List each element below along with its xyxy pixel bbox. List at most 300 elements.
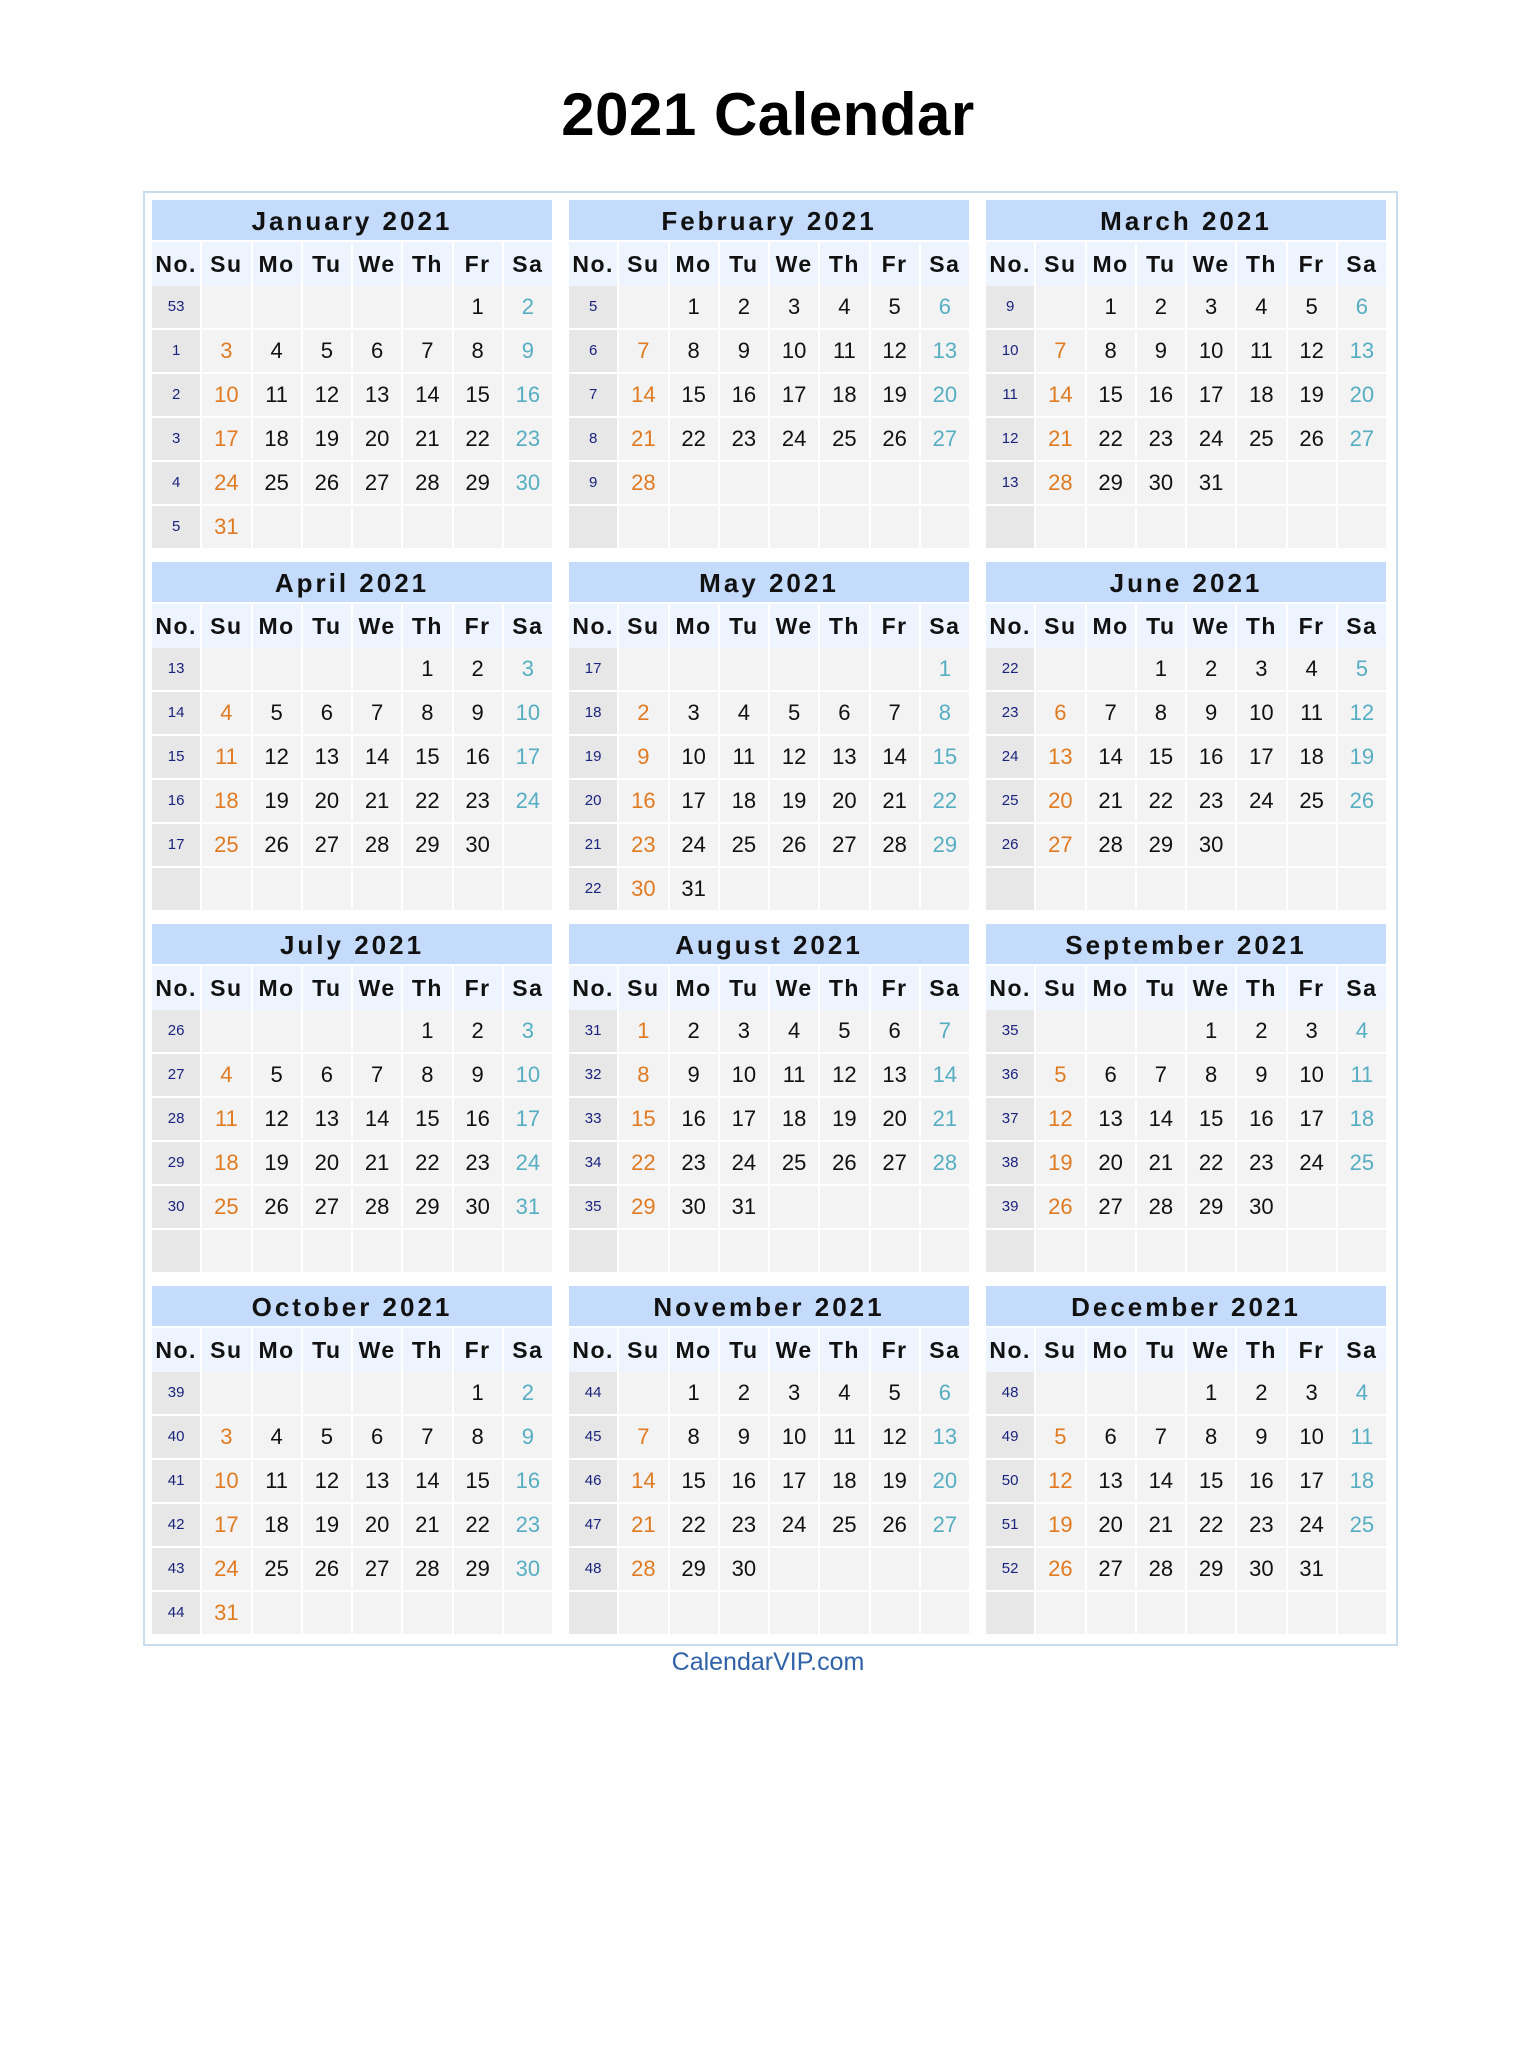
day-cell: 27 <box>820 824 868 866</box>
weekday-header: Fr <box>454 604 502 648</box>
day-cell: 21 <box>1137 1504 1185 1546</box>
day-cell: 14 <box>619 1460 667 1502</box>
day-cell: 24 <box>670 824 718 866</box>
day-cell: 12 <box>253 1098 301 1140</box>
week-row <box>152 648 552 690</box>
week-row <box>986 648 1386 690</box>
day-cell: 23 <box>670 1142 718 1184</box>
day-cell <box>820 1230 868 1272</box>
day-cell: 2 <box>670 1010 718 1052</box>
week-number: 41 <box>152 1460 200 1502</box>
week-number: 13 <box>986 462 1034 504</box>
week-row <box>152 1372 552 1414</box>
day-cell: 11 <box>1237 330 1285 372</box>
day-cell: 6 <box>820 692 868 734</box>
day-cell: 28 <box>353 824 401 866</box>
day-cell <box>670 462 718 504</box>
week-row <box>986 462 1386 504</box>
day-cell: 19 <box>871 374 919 416</box>
weekday-header: Su <box>1036 966 1084 1010</box>
day-cell: 31 <box>720 1186 768 1228</box>
day-cell <box>403 506 451 548</box>
weekday-header: Sa <box>921 242 969 286</box>
day-cell <box>1087 1372 1135 1414</box>
day-cell: 30 <box>1237 1186 1285 1228</box>
footer-link[interactable]: CalendarVIP.com <box>671 1648 865 1676</box>
day-cell: 4 <box>820 1372 868 1414</box>
weekday-header: Tu <box>1137 242 1185 286</box>
day-cell: 27 <box>353 462 401 504</box>
weekday-header: We <box>353 966 401 1010</box>
day-cell: 19 <box>1036 1142 1084 1184</box>
day-cell: 26 <box>1036 1548 1084 1590</box>
week-row <box>986 1142 1386 1184</box>
week-number: 5 <box>152 506 200 548</box>
day-cell <box>770 648 818 690</box>
day-cell: 14 <box>353 1098 401 1140</box>
weekday-header: We <box>1187 242 1235 286</box>
week-number: 36 <box>986 1054 1034 1096</box>
week-row <box>986 506 1386 548</box>
day-cell <box>871 1230 919 1272</box>
month-block <box>152 1286 552 1638</box>
week-number <box>569 1592 617 1634</box>
day-cell: 1 <box>670 286 718 328</box>
day-cell <box>303 648 351 690</box>
day-cell: 25 <box>820 418 868 460</box>
day-cell <box>921 1186 969 1228</box>
week-number: 45 <box>569 1416 617 1458</box>
day-cell: 24 <box>202 1548 250 1590</box>
day-cell: 19 <box>1036 1504 1084 1546</box>
day-cell <box>921 1548 969 1590</box>
day-cell: 5 <box>871 286 919 328</box>
month-title: March 2021 <box>986 200 1386 242</box>
day-cell: 5 <box>1036 1054 1084 1096</box>
week-row <box>986 286 1386 328</box>
day-cell: 25 <box>1338 1142 1386 1184</box>
weekday-header: We <box>770 1328 818 1372</box>
week-row <box>152 1548 552 1590</box>
day-cell: 11 <box>202 1098 250 1140</box>
day-cell: 27 <box>303 824 351 866</box>
day-cell: 16 <box>720 1460 768 1502</box>
day-cell: 19 <box>303 1504 351 1546</box>
week-number: 30 <box>152 1186 200 1228</box>
week-number: 48 <box>986 1372 1034 1414</box>
day-cell: 26 <box>871 1504 919 1546</box>
day-cell <box>504 868 552 910</box>
day-cell: 10 <box>202 374 250 416</box>
day-cell: 9 <box>454 1054 502 1096</box>
month-title: April 2021 <box>152 562 552 604</box>
day-cell: 30 <box>454 824 502 866</box>
day-cell: 15 <box>1087 374 1135 416</box>
day-cell: 6 <box>1036 692 1084 734</box>
weekday-header: Mo <box>1087 604 1135 648</box>
day-cell <box>1288 868 1336 910</box>
day-cell <box>253 286 301 328</box>
day-cell: 3 <box>1288 1010 1336 1052</box>
day-cell: 28 <box>619 1548 667 1590</box>
day-cell <box>670 648 718 690</box>
day-cell <box>1237 1230 1285 1272</box>
weekday-header: Sa <box>504 966 552 1010</box>
weekday-header: Su <box>1036 1328 1084 1372</box>
day-cell: 3 <box>504 648 552 690</box>
week-number: 49 <box>986 1416 1034 1458</box>
day-cell: 23 <box>1237 1504 1285 1546</box>
day-cell: 15 <box>670 374 718 416</box>
day-cell <box>1338 506 1386 548</box>
week-number: 31 <box>569 1010 617 1052</box>
weekday-header: Th <box>403 604 451 648</box>
week-row <box>986 1098 1386 1140</box>
day-cell: 18 <box>720 780 768 822</box>
day-cell: 22 <box>1187 1504 1235 1546</box>
day-cell: 13 <box>353 374 401 416</box>
day-cell: 28 <box>403 1548 451 1590</box>
weekday-header: Th <box>820 1328 868 1372</box>
day-cell: 9 <box>720 1416 768 1458</box>
week-row <box>986 692 1386 734</box>
day-cell: 10 <box>770 330 818 372</box>
day-cell: 18 <box>202 780 250 822</box>
week-number-header: No. <box>986 1328 1034 1372</box>
day-cell: 23 <box>1237 1142 1285 1184</box>
weekday-header: Mo <box>253 1328 301 1372</box>
week-row <box>986 780 1386 822</box>
day-cell: 18 <box>253 1504 301 1546</box>
week-row <box>152 1142 552 1184</box>
day-cell: 9 <box>504 1416 552 1458</box>
day-cell <box>1187 868 1235 910</box>
day-cell: 26 <box>1288 418 1336 460</box>
day-cell <box>202 1230 250 1272</box>
day-cell: 5 <box>820 1010 868 1052</box>
week-row <box>569 1592 969 1634</box>
week-row <box>152 1186 552 1228</box>
day-cell: 7 <box>619 330 667 372</box>
day-cell: 27 <box>921 1504 969 1546</box>
day-cell: 21 <box>1137 1142 1185 1184</box>
day-cell: 28 <box>921 1142 969 1184</box>
day-cell: 27 <box>353 1548 401 1590</box>
week-number <box>569 1230 617 1272</box>
day-cell: 24 <box>770 418 818 460</box>
weekday-header: Sa <box>921 966 969 1010</box>
week-row <box>569 1372 969 1414</box>
month-block <box>569 200 969 552</box>
day-cell: 6 <box>1087 1054 1135 1096</box>
week-row <box>569 1230 969 1272</box>
week-row <box>569 1504 969 1546</box>
weekday-header: Tu <box>1137 604 1185 648</box>
day-cell <box>1288 1592 1336 1634</box>
week-row <box>569 330 969 372</box>
day-cell <box>454 1592 502 1634</box>
day-cell: 19 <box>770 780 818 822</box>
day-cell: 13 <box>871 1054 919 1096</box>
day-cell: 1 <box>1087 286 1135 328</box>
week-number: 39 <box>986 1186 1034 1228</box>
day-cell <box>670 1230 718 1272</box>
week-number: 20 <box>569 780 617 822</box>
day-cell <box>1036 1592 1084 1634</box>
week-number: 51 <box>986 1504 1034 1546</box>
day-cell <box>770 868 818 910</box>
weekday-header: We <box>1187 966 1235 1010</box>
day-cell: 31 <box>1187 462 1235 504</box>
day-cell <box>619 1592 667 1634</box>
day-cell: 9 <box>1187 692 1235 734</box>
day-cell <box>720 462 768 504</box>
day-cell <box>1338 1230 1386 1272</box>
week-row <box>152 418 552 460</box>
weekday-header: Su <box>202 1328 250 1372</box>
day-cell: 18 <box>202 1142 250 1184</box>
day-cell: 3 <box>670 692 718 734</box>
day-cell: 12 <box>1036 1098 1084 1140</box>
day-cell: 30 <box>504 462 552 504</box>
day-cell: 4 <box>1288 648 1336 690</box>
week-number <box>986 1592 1034 1634</box>
day-cell: 12 <box>303 1460 351 1502</box>
week-number: 32 <box>569 1054 617 1096</box>
day-cell: 2 <box>504 1372 552 1414</box>
week-row <box>152 1098 552 1140</box>
day-cell: 16 <box>619 780 667 822</box>
day-cell: 12 <box>871 330 919 372</box>
day-cell: 20 <box>353 1504 401 1546</box>
day-cell: 1 <box>1187 1010 1235 1052</box>
week-number: 35 <box>569 1186 617 1228</box>
month-block <box>569 1286 969 1638</box>
day-cell <box>303 506 351 548</box>
day-cell: 3 <box>1187 286 1235 328</box>
day-cell: 4 <box>820 286 868 328</box>
day-cell: 5 <box>1288 286 1336 328</box>
day-cell: 27 <box>871 1142 919 1184</box>
day-cell: 18 <box>820 374 868 416</box>
weekday-header: Th <box>820 966 868 1010</box>
day-cell: 7 <box>1137 1054 1185 1096</box>
week-number-header: No. <box>569 1328 617 1372</box>
day-cell: 2 <box>720 1372 768 1414</box>
month-block <box>986 562 1386 914</box>
week-row <box>986 736 1386 778</box>
week-row <box>569 418 969 460</box>
day-cell: 30 <box>619 868 667 910</box>
day-cell <box>921 1592 969 1634</box>
day-cell <box>921 462 969 504</box>
day-cell: 3 <box>202 1416 250 1458</box>
week-number: 34 <box>569 1142 617 1184</box>
week-number: 11 <box>986 374 1034 416</box>
day-cell <box>1237 824 1285 866</box>
day-cell: 23 <box>619 824 667 866</box>
day-cell: 3 <box>770 1372 818 1414</box>
day-cell: 21 <box>403 1504 451 1546</box>
day-cell <box>1087 1592 1135 1634</box>
day-cell: 11 <box>1338 1416 1386 1458</box>
week-row <box>986 1186 1386 1228</box>
day-cell: 27 <box>1036 824 1084 866</box>
weekday-header: Su <box>619 242 667 286</box>
day-cell: 2 <box>504 286 552 328</box>
day-cell <box>871 1186 919 1228</box>
day-cell <box>820 648 868 690</box>
week-row <box>152 692 552 734</box>
day-cell: 17 <box>1187 374 1235 416</box>
day-cell: 4 <box>1338 1010 1386 1052</box>
day-cell: 10 <box>202 1460 250 1502</box>
day-cell: 12 <box>871 1416 919 1458</box>
week-number-header: No. <box>569 966 617 1010</box>
day-cell: 4 <box>202 1054 250 1096</box>
weekday-header-row <box>152 604 552 646</box>
day-cell <box>820 868 868 910</box>
week-number: 17 <box>152 824 200 866</box>
day-cell <box>871 462 919 504</box>
day-cell <box>303 868 351 910</box>
day-cell: 8 <box>619 1054 667 1096</box>
day-cell <box>720 506 768 548</box>
week-row <box>986 1460 1386 1502</box>
day-cell: 4 <box>253 1416 301 1458</box>
day-cell: 30 <box>504 1548 552 1590</box>
day-cell: 7 <box>353 692 401 734</box>
week-number: 9 <box>986 286 1034 328</box>
day-cell: 13 <box>921 330 969 372</box>
day-cell: 11 <box>1338 1054 1386 1096</box>
week-number-header: No. <box>152 604 200 648</box>
month-block <box>569 562 969 914</box>
day-cell: 1 <box>1187 1372 1235 1414</box>
week-row <box>986 1054 1386 1096</box>
day-cell <box>1036 868 1084 910</box>
day-cell <box>253 1592 301 1634</box>
day-cell: 20 <box>820 780 868 822</box>
week-row <box>569 1548 969 1590</box>
day-cell <box>202 286 250 328</box>
week-row <box>152 374 552 416</box>
day-cell: 12 <box>1338 692 1386 734</box>
day-cell: 16 <box>720 374 768 416</box>
day-cell <box>820 462 868 504</box>
day-cell: 2 <box>1237 1372 1285 1414</box>
day-cell: 8 <box>403 692 451 734</box>
day-cell: 18 <box>1338 1098 1386 1140</box>
day-cell: 12 <box>820 1054 868 1096</box>
day-cell <box>921 506 969 548</box>
month-block <box>152 200 552 552</box>
day-cell <box>403 1592 451 1634</box>
weekday-header: We <box>1187 604 1235 648</box>
weekday-header: Tu <box>303 604 351 648</box>
day-cell: 15 <box>619 1098 667 1140</box>
week-row <box>986 418 1386 460</box>
week-number: 4 <box>152 462 200 504</box>
week-number: 5 <box>569 286 617 328</box>
week-row <box>569 692 969 734</box>
weekday-header: Tu <box>1137 966 1185 1010</box>
day-cell: 10 <box>1237 692 1285 734</box>
weekday-header: Tu <box>303 1328 351 1372</box>
week-number: 38 <box>986 1142 1034 1184</box>
day-cell: 19 <box>871 1460 919 1502</box>
day-cell <box>1237 1592 1285 1634</box>
day-cell: 15 <box>1187 1460 1235 1502</box>
weekday-header: Fr <box>871 604 919 648</box>
weekday-header: Fr <box>871 966 919 1010</box>
day-cell: 26 <box>1036 1186 1084 1228</box>
week-row <box>569 868 969 910</box>
day-cell <box>1288 1186 1336 1228</box>
day-cell: 14 <box>1036 374 1084 416</box>
weekday-header: Tu <box>303 242 351 286</box>
day-cell: 29 <box>1087 462 1135 504</box>
week-row <box>152 780 552 822</box>
week-number: 47 <box>569 1504 617 1546</box>
week-number: 14 <box>152 692 200 734</box>
weekday-header-row <box>152 966 552 1008</box>
day-cell <box>303 1010 351 1052</box>
month-title: July 2021 <box>152 924 552 966</box>
day-cell: 19 <box>1288 374 1336 416</box>
weekday-header: Sa <box>1338 966 1386 1010</box>
day-cell: 8 <box>1187 1416 1235 1458</box>
day-cell: 12 <box>303 374 351 416</box>
day-cell: 24 <box>202 462 250 504</box>
day-cell: 18 <box>253 418 301 460</box>
day-cell: 12 <box>1036 1460 1084 1502</box>
day-cell <box>1087 1010 1135 1052</box>
weekday-header: We <box>353 242 401 286</box>
weekday-header: We <box>353 604 401 648</box>
day-cell: 1 <box>454 1372 502 1414</box>
day-cell: 26 <box>770 824 818 866</box>
week-row <box>152 1010 552 1052</box>
day-cell: 21 <box>353 780 401 822</box>
weekday-header: We <box>353 1328 401 1372</box>
day-cell: 17 <box>670 780 718 822</box>
day-cell: 23 <box>504 418 552 460</box>
day-cell: 29 <box>921 824 969 866</box>
weekday-header: Tu <box>720 1328 768 1372</box>
day-cell: 19 <box>253 780 301 822</box>
day-cell <box>403 1372 451 1414</box>
day-cell: 16 <box>1237 1098 1285 1140</box>
day-cell <box>353 1372 401 1414</box>
week-row <box>986 868 1386 910</box>
day-cell: 5 <box>303 1416 351 1458</box>
day-cell: 4 <box>202 692 250 734</box>
day-cell <box>202 1010 250 1052</box>
week-row <box>569 780 969 822</box>
day-cell: 6 <box>353 1416 401 1458</box>
day-cell: 1 <box>403 1010 451 1052</box>
day-cell: 11 <box>202 736 250 778</box>
day-cell: 11 <box>770 1054 818 1096</box>
weekday-header: Mo <box>670 966 718 1010</box>
weekday-header: Mo <box>1087 966 1135 1010</box>
week-row <box>569 1142 969 1184</box>
day-cell: 22 <box>921 780 969 822</box>
day-cell <box>1137 1010 1185 1052</box>
day-cell <box>1338 824 1386 866</box>
day-cell: 14 <box>921 1054 969 1096</box>
